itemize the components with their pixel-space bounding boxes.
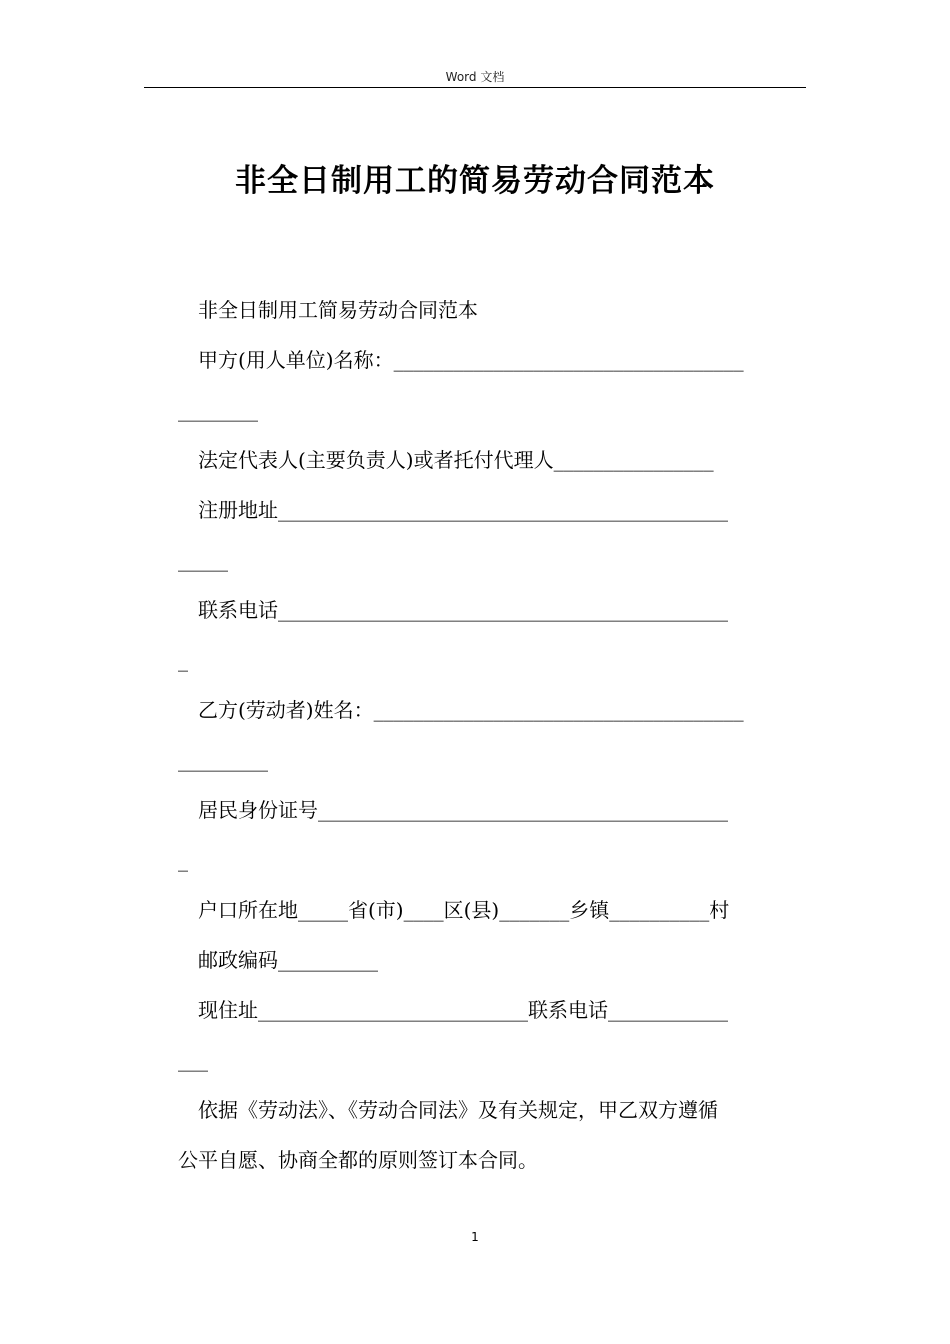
legal-basis-continuation: 公平自愿、协商全都的原则签订本合同。	[178, 1148, 538, 1172]
registered-address-line: 注册地址_____________________________________________	[198, 498, 728, 522]
legal-representative-line: 法定代表人(主要负责人)或者托付代理人________________	[198, 448, 714, 472]
id-number-continuation: _	[178, 848, 188, 872]
current-address-continuation: ___	[178, 1048, 208, 1072]
registered-address-continuation: _____	[178, 548, 228, 572]
current-address-line: 现住址___________________________联系电话____________	[198, 998, 728, 1022]
party-a-name-continuation: ________	[178, 398, 258, 422]
party-a-phone-continuation: _	[178, 648, 188, 672]
party-b-name-continuation: _________	[178, 748, 268, 772]
document-title: 非全日制用工的简易劳动合同范本	[235, 163, 715, 199]
legal-basis-line: 依据《劳动法》、《劳动合同法》及有关规定，甲乙双方遵循	[198, 1098, 718, 1122]
page-number: 1	[471, 1230, 479, 1244]
postal-code-line: 邮政编码__________	[198, 948, 378, 972]
household-registration-line: 户口所在地_____省(市)____区(县)_______乡镇__________村	[198, 898, 730, 922]
header-text: Word 文档	[445, 70, 505, 84]
party-a-name-line: 甲方(用人单位)名称：___________________________________	[198, 348, 744, 372]
header-rule	[144, 87, 806, 88]
id-number-line: 居民身份证号_________________________________________	[198, 798, 728, 822]
party-a-phone-line: 联系电话_____________________________________________	[198, 598, 728, 622]
party-b-name-line: 乙方(劳动者)姓名：_____________________________________	[198, 698, 744, 722]
subtitle-line: 非全日制用工简易劳动合同范本	[198, 298, 478, 322]
